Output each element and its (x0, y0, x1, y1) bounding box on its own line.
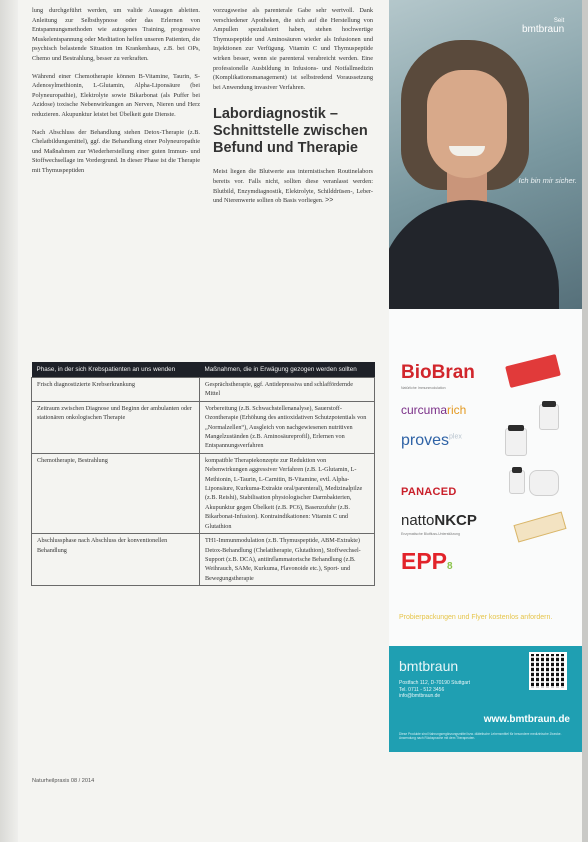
scan-shadow-right (582, 0, 588, 842)
paragraph: Nach Abschluss der Behandlung stehen Detox-Therapie (z.B. Chelatbildungsmittel), ggf. die Behandlung einer Polyneuropathie und Maßnahmen zur Wiederherstellung einer guten Immun- und Stoffwechsellage im Vordergrund. In dieser Phase ist die Therapie mit Thymuspeptiden (32, 128, 200, 174)
paragraph-text: Meist liegen die Blutwerte aus internistischen Routinelabors bereits vor. Falls nicht, sollten diese veranlasst werden: Blutbild, Enzymdiagnostik, Elektrolyte, Schilddrüsen-, Leber- und Nierenwerte sollten ob Basis vorliegen. (213, 168, 373, 205)
ad-portrait-photo (389, 0, 582, 309)
brand-epp-b: 8 (447, 561, 453, 572)
table-row (32, 378, 375, 402)
table-row (32, 401, 375, 453)
brand-epp-a: EPP (401, 548, 448, 574)
article-column-right (213, 6, 373, 214)
biobran-package (505, 354, 561, 388)
table-cell-measures: kompatible Therapiekonzepte zur Reduktion von Nebenwirkungen aggressiver Verfahren (z.B. L-Glutamin, L-Methionin, L-Taurin, L-Carnitin, B-Vitamine, evtl. Alpha-Liponsäure, Kurkuma-Extrakte oral/parenteral), Medizinalpilze (z.B. Reishi), Stabilisation physiologischer Darmbakterien, Akupunktur gegen Übelkeit (z.B. PC6), Basenzufuhr (z.B. Bikarbonat-Infusion). Kontraindikationen: Vitamin C und Glutathion (200, 453, 375, 533)
table-row (32, 534, 375, 586)
ad-contact-box (389, 646, 582, 752)
ad-fine-print: Diese Produkte sind Nahrungsergänzungsmittel bzw. diätetische Lebensmittel für besondere medizinische Zwecke. Anwendung nach Rücksprache mit dem Therapeuten. (399, 732, 562, 741)
ad-logo (522, 18, 564, 35)
ad-slogan: Probierpackungen und Flyer kostenlos anfordern. (399, 614, 553, 621)
paragraph: vorzugsweise als parenterale Gabe sehr wertvoll. Dank verschiedener Apotheken, die sich auf die Herstellung von Ampullen spezialisiert haben, stehen hochwertige Thymuspeptide und Aminosäuren wieder als Infusionen und Injektionen zur Verfügung. Vitamin C und Thymuspeptide wirken besser, wenn sie parenteral verabreicht werden. Eine professionelle Ausbildung in Infusions- und Notfallmedizin (Komplikationsmanagement) ist selbstredend Voraussetzung bei Anwendung invasiver Verfahren. (213, 7, 373, 91)
table-cell-phase: Chemotherapie, Bestrahlung (32, 453, 200, 533)
brand-natto-a: natto (401, 512, 435, 529)
article-column-left (32, 6, 200, 184)
therapy-phase-table (31, 362, 375, 586)
brand-curcuma-a: curcuma (401, 403, 448, 417)
table-cell-phase: Abschlussphase nach Abschluss der konventionellen Behandlung (32, 534, 200, 586)
brand-curcuma (401, 403, 466, 417)
brand-provesplex (401, 432, 462, 450)
ad-company-name: bmtbraun (399, 658, 459, 674)
provesplex-bottle (505, 428, 527, 456)
ad-quote: Ich bin mir sicher. (518, 176, 577, 185)
table-cell-phase: Zeitraum zwischen Diagnose und Beginn der ambulanten oder stationären onkologischen Therapie (32, 401, 200, 453)
paragraph (213, 167, 373, 205)
table-cell-phase: Frisch diagnostizierte Krebserkrankung (32, 378, 200, 402)
advertisement (389, 0, 582, 752)
table-header-phase: Phase, in der sich Krebspatienten an uns wenden (32, 362, 200, 378)
page-footer: Naturheilpraxis 08 / 2014 (32, 778, 95, 784)
ad-logo-small: Seit (553, 18, 565, 24)
panaced-jar (529, 470, 559, 496)
table-cell-measures: Gesprächstherapie, ggf. Antidepressiva und schlaffördernde Mittel (200, 378, 375, 402)
brand-panaced: PANACED (401, 486, 457, 498)
paragraph: Während einer Chemotherapie können B-Vitamine, Taurin, S-Adenosylmethionin, L-Glutamin, Alpha-Liponsäure (bei Polyneuropathie), Elektrolyte sowie Bikarbonat (als Puffer bei Azidose) toxische Nebenwirkungen an Nerven, Nieren und Herz reduzieren. Akupunktur leistet bei Übelkeit gute Dienste. (32, 72, 200, 118)
face-shape (427, 70, 507, 178)
brand-biobran: BioBran (401, 362, 475, 383)
ad-website-link[interactable]: www.bmtbraun.de (483, 714, 570, 725)
nattonkcp-package (513, 511, 566, 542)
brand-proves-a: proves (401, 432, 450, 449)
brand-epp (401, 548, 453, 575)
table-header-measures: Maßnahmen, die in Erwägung gezogen werden sollten (200, 362, 375, 378)
table-cell-measures: TH1-Immunmodulation (z.B. Thymuspeptide, ABM-Extrakte) Detox-Behandlung (Chelattherapie, Glutathion), Stoffwechsel-Support (z.B. DCA), antiinflammatorische Behandlung (z.B. Weihrauch, SAMe, Kurkuma, Flavonoide etc.), Sport- und Bewegungstherapie (200, 534, 375, 586)
table-row (32, 453, 375, 533)
brand-curcuma-b: rich (447, 403, 467, 417)
continue-arrow-icon: >> (325, 197, 334, 205)
section-headline: Labordiagnostik – Schnittstelle zwischen Befund und Therapie (213, 106, 368, 157)
table-cell-measures: Vorbereitung (z.B. Schwachstellenanalyse), Sauerstoff-Ozontherapie (Erhöhung des antioxidativen Schutzpotentials von „Normalzellen“), Ausgleich von nachgewiesenen nutritiven Mangelzuständen (z.B. Aminosäureprofil), Erlernen von Entspannungsverfahren (200, 401, 375, 453)
brand-nattonkcp (401, 512, 477, 529)
curcuma-bottle (539, 404, 559, 430)
ad-logo-text: bmtbraun (522, 24, 565, 35)
brand-natto-b: NKCP (434, 512, 477, 529)
ad-address: Postfach 112, D-70190 Stuttgart Tel. 0711 - 512 3456 info@bmtbraun.de (399, 680, 471, 700)
qr-code-icon[interactable] (529, 652, 567, 690)
brand-proves-b: plex (449, 433, 462, 441)
table-header-row (32, 362, 375, 378)
panaced-bottle (509, 470, 525, 494)
paragraph: lung durchgeführt werden, um valide Aussagen ableiten. Anleitung zur Selbsthypnose oder das Erlernen von Entspannungsmethoden wie autogenes Training, progressive Muskelentspannung oder Meditation helfen unseren Patienten, die psychisch belastende Situation im Krankenhaus, z.B. bei OPs, Chemo und Bestrahlung, besser zu verkraften. (32, 7, 200, 62)
smile-shape (449, 146, 485, 156)
scan-shadow-left (0, 0, 18, 842)
brand-natto-subtitle: Enzymatische Blutfluss-Unterstützung (401, 532, 460, 536)
brand-biobran-subtitle: Natürliche Immunmodulation (401, 386, 446, 390)
shirt-shape (389, 200, 559, 309)
